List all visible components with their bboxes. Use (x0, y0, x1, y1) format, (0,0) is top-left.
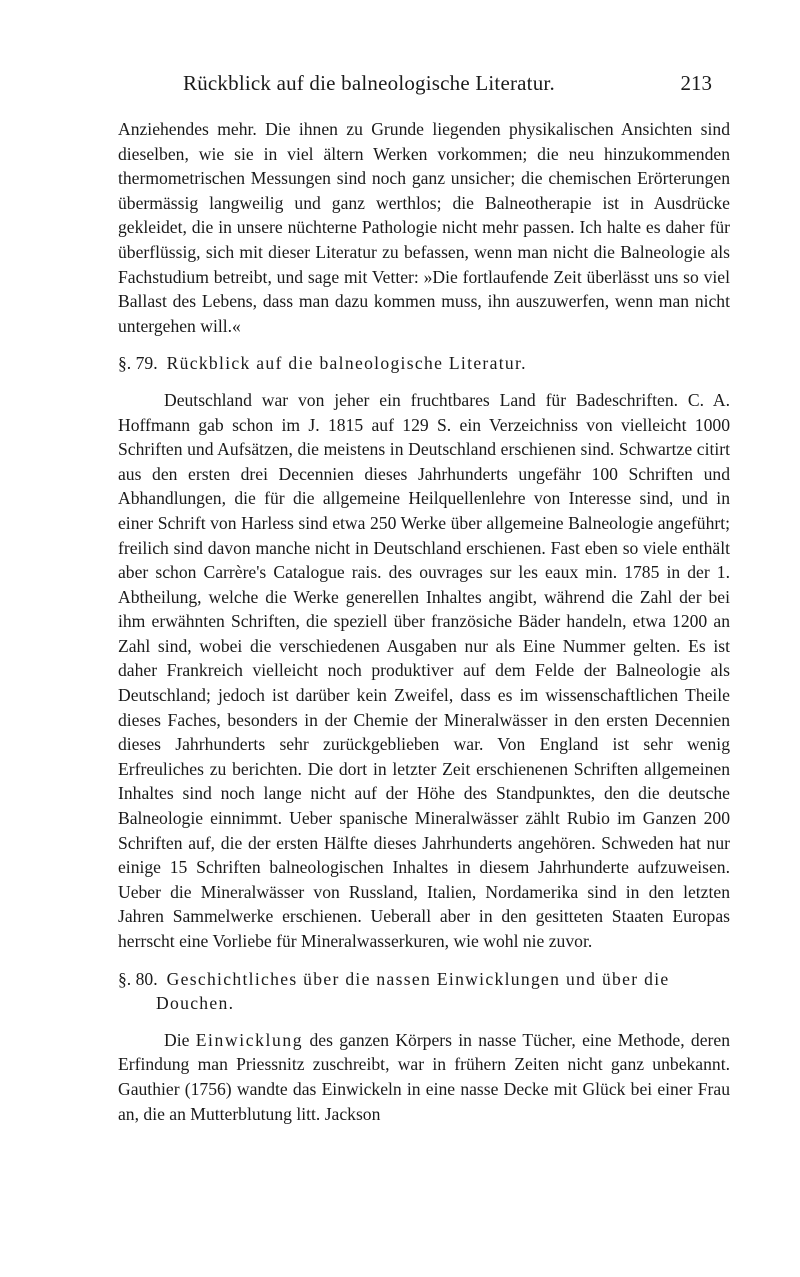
section-heading-79 (118, 351, 730, 376)
paragraph-1: Anziehendes mehr. Die ihnen zu Grunde liegenden physikalischen Ansichten sind dieselben, wie sie in viel ältern Werken vorkommen; die neu hinzukommenden thermometrischen Messungen sind noch ganz unsicher; die chemischen Erörterungen übermässig langweilig und ganz werthlos; die Balneotherapie ist in Ausdrücke gekleidet, die in unsere nüchterne Pathologie nicht mehr passen. Ich halte es daher für überflüssig, sich mit dieser Literatur zu befassen, wenn man nicht die Balneologie als Fachstudium betreibt, und sage mit Vetter: »Die fortlaufende Zeit überlässt uns so viel Ballast des Lebens, dass man dazu kommen muss, ihn auszuwerfen, wenn man nicht untergehen will.« (118, 119, 730, 336)
paragraph-3-spaced-term: Einwicklung (195, 1029, 304, 1050)
paragraph-3-body: des ganzen Körpers in nasse Tücher, eine Methode, deren Erfindung man Priessnitz zuschreibt, war in frühern Zeiten nicht ganz unbekannt. Gauthier (1756) wandte das Einwickeln in eine nasse Decke mit Glück bei einer Frau an, die an Mutterblutung litt. Jackson (118, 1029, 730, 1124)
running-title: Rückblick auf die balneologische Literatur. (183, 71, 555, 95)
page-number: 213 (680, 71, 712, 95)
paragraph-3 (118, 1028, 730, 1126)
section-number-79: §. 79. (118, 353, 158, 374)
body-text (118, 117, 730, 1126)
paragraph-2: Deutschland war von jeher ein fruchtbares Land für Badeschriften. C. A. Hoffmann gab schon im J. 1815 auf 129 S. ein Verzeichniss von vielleicht 1000 Schriften und Aufsätzen, die meistens in Deutschland erschienen sind. Schwartze citirt aus den ersten drei Decennien dieses Jahrhunderts ungefähr 100 Schriften und Abhandlungen, die für die allgemeine Heilquellenlehre von Interesse sind, und in einer Schrift von Harless sind etwa 250 Werke über allgemeine Balneologie angeführt; freilich sind davon manche nicht in Deutschland erschienen. Fast eben so viele enthält aber schon Carrère's Catalogue rais. des ouvrages sur les eaux min. 1785 in der 1. Abtheilung, welche die Werke generellen Inhaltes angibt, während die Zahl der bei ihm erwähnten Schriften, die speziell über französiche Bäder handeln, etwa 1200 an Zahl sind, wobei die verschiedenen Ausgaben nur als Eine Nummer gelten. Es ist daher Frankreich vielleicht noch produktiver auf dem Felde der Balneologie als Deutschland; jedoch ist darüber kein Zweifel, dass es im wissenschaftlichen Theile dieses Faches, besonders in der Chemie der Mineralwässer in den ersten Decennien dieses Jahrhunderts sehr zurückgeblieben war. Von England ist sehr wenig Erfreuliches zu berichten. Die dort in letzter Zeit erschienenen Schriften allgemeinen Inhaltes sind noch lange nicht auf der Höhe des Standpunktes, den die deutsche Balneologie einnimmt. Ueber spanische Mineralwässer zählt Rubio im Ganzen 200 Schriften auf, die der ersten Hälfte dieses Jahrhunderts angehören. Schweden hat nur einige 15 Schriften balneologischen Inhaltes in diesem Jahrhunderte aufzuweisen. Ueber die Mineralwässer von Russland, Italien, Nordamerika sind in den letzten Jahren Sammelwerke erschienen. Ueberall aber in den gesitteten Staaten Europas herrscht eine Vorliebe für Mineralwasserkuren, wie wohl nie zuvor. (118, 389, 730, 951)
section-number-80: §. 80. (118, 968, 158, 989)
running-header (0, 68, 800, 98)
section-title-80: Geschichtliches über die nassen Einwicklungen und über die Douchen. (156, 968, 670, 1014)
section-title-79: Rückblick auf die balneologische Literatur. (166, 353, 527, 374)
paragraph-3-lead: Die (164, 1029, 196, 1050)
section-heading-80 (118, 967, 730, 1016)
